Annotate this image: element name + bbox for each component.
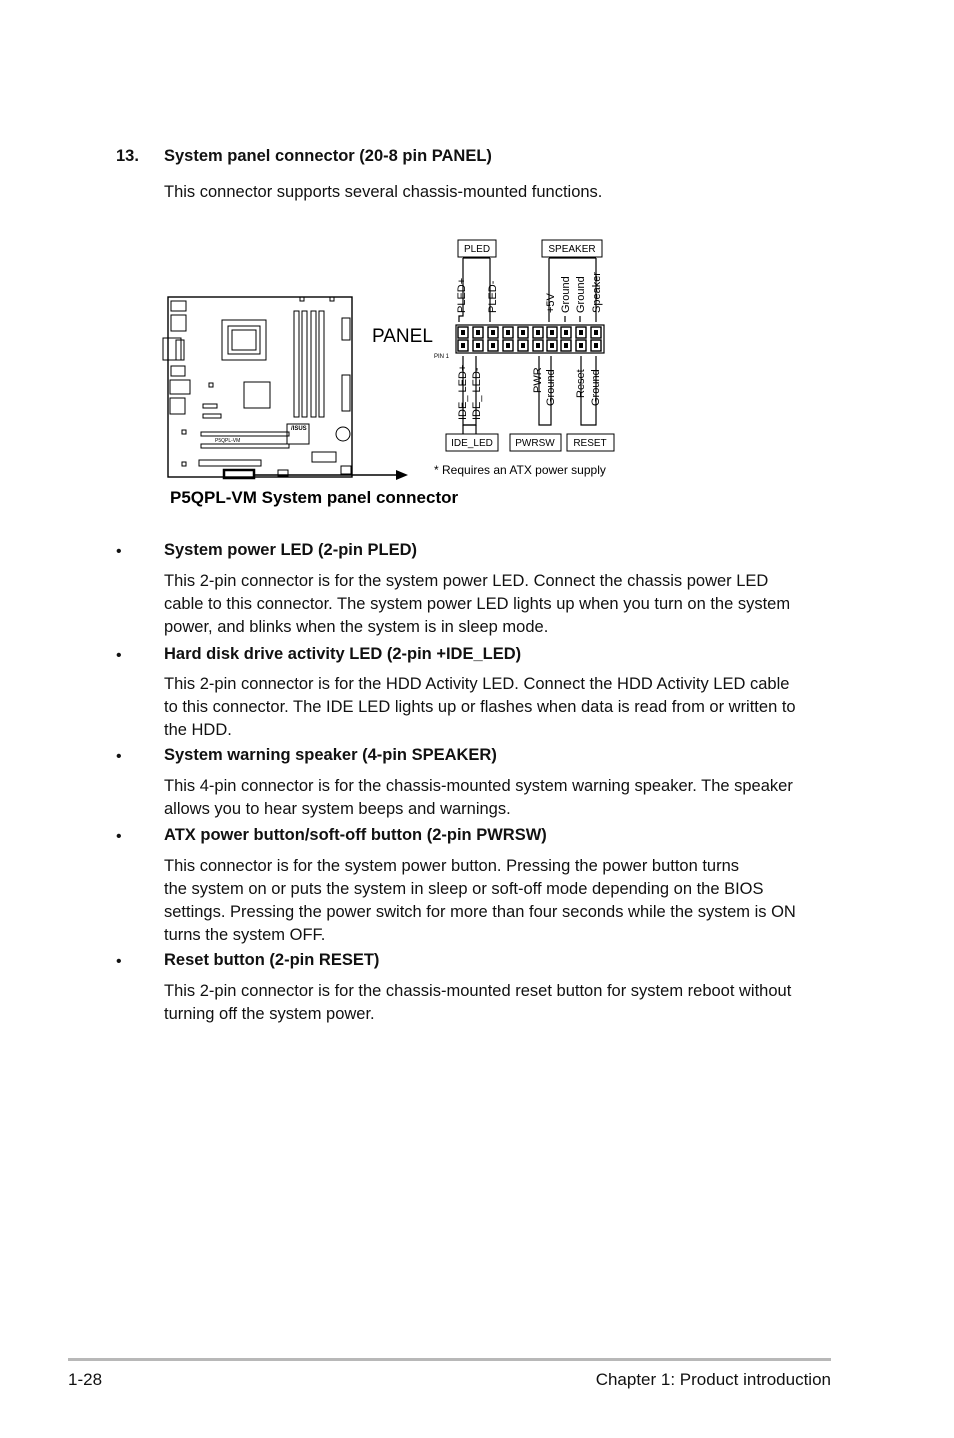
ide-led-box-label: IDE_LED [451, 438, 493, 449]
bullet-marker: • [116, 748, 122, 765]
section-number: 13. [116, 147, 139, 165]
pin-label-ground-1: Ground [560, 276, 572, 313]
pin1-label: PIN 1 [434, 354, 450, 360]
board-model-label: P5QPL-VM [215, 438, 241, 444]
pin-label-pled-minus: PLED- [487, 280, 499, 313]
bullet-title-speaker: System warning speaker (4-pin SPEAKER) [164, 746, 497, 764]
bullet-body-reset: This 2-pin connector is for the chassis-mounted reset button for system reboot without turning off the system power. [164, 982, 792, 1023]
bullet-title-pled: System power LED (2-pin PLED) [164, 541, 418, 559]
panel-label: PANEL [372, 326, 433, 347]
speaker-box-label: SPEAKER [548, 244, 596, 255]
pwrsw-box-label: PWRSW [515, 438, 555, 449]
pin-label-reset: Reset [575, 369, 587, 398]
bullet-marker: • [116, 953, 122, 970]
bullet-marker: • [116, 828, 122, 845]
pin-label-speaker: Speaker [591, 272, 603, 313]
pin-label-ide-led-plus: IDE_ LED+ [457, 364, 469, 420]
bullet-body-pled: This 2-pin connector is for the system power LED. Connect the chassis power LED cable to this connector. The system power LED lights up when you turn on the system power, and blinks when the system is in sleep mode. [164, 572, 791, 636]
bullet-title-pwrsw: ATX power button/soft-off button (2-pin PWRSW) [164, 826, 547, 844]
bullet-title-ide-led: Hard disk drive activity LED (2-pin +IDE_LED) [164, 645, 522, 663]
chapter-title: Chapter 1: Product introduction [595, 1370, 831, 1389]
pin-label-ide-led-minus: IDE_ LED- [471, 367, 483, 420]
section-intro: This connector supports several chassis-mounted functions. [164, 183, 603, 201]
bullet-title-reset: Reset button (2-pin RESET) [164, 951, 380, 969]
pled-box-label: PLED [463, 244, 491, 255]
bullet-marker: • [116, 647, 122, 664]
panel-connector-diagram [0, 0, 954, 520]
panel-header [456, 325, 604, 353]
pin-label-5v: +5V [545, 293, 557, 313]
footer-rule [68, 1358, 831, 1361]
reset-box-label: RESET [573, 438, 607, 449]
diagram-caption: P5QPL-VM System panel connector [170, 488, 459, 507]
asus-logo: /ISUS [291, 426, 307, 432]
page-number: 1-28 [68, 1370, 103, 1389]
pin-label-ground-2: Ground [575, 276, 587, 313]
bullet-marker: • [116, 543, 122, 560]
bullet-body-pwrsw: This connector is for the system power button. Pressing the power button turns the system on or puts the system in sleep or soft-off mode depending on the BIOS settings. Pressing the power switch for more than four seconds while the system is ON turns the system OFF. [164, 857, 796, 944]
atx-note: * Requires an ATX power supply [434, 463, 606, 477]
pointer-arrow [254, 470, 408, 480]
section-title: System panel connector (20-8 pin PANEL) [164, 147, 492, 165]
motherboard-illustration [163, 297, 352, 478]
pin-label-pwr: PWR [532, 367, 544, 393]
bullet-body-speaker: This 4-pin connector is for the chassis-mounted system warning speaker. The speaker allows you to hear system beeps and warnings. [164, 777, 793, 818]
pin-label-pwr-ground: Ground [545, 369, 557, 406]
pin-label-pled-plus: PLED+ [456, 277, 468, 313]
pin-label-reset-ground: Ground [590, 369, 602, 406]
bullet-body-ide-led: This 2-pin connector is for the HDD Activity LED. Connect the HDD Activity LED cable to this connector. The IDE LED lights up or flashes when data is read from or written to the HDD. [164, 675, 796, 739]
